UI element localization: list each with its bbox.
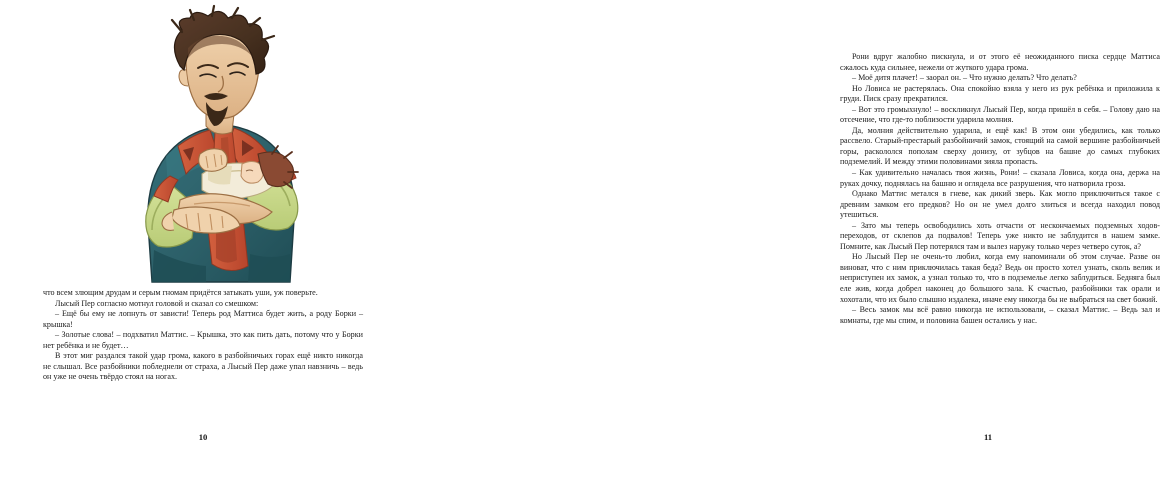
- paragraph: – Как удивительно началась твоя жизнь, Рони! – сказала Ловиса, когда она, держа на руках дочку, поднялась на башню и оглядела все разрушения, что натворила гроза.: [840, 168, 1160, 188]
- page-number-left: 10: [198, 432, 208, 442]
- paragraph: В этот миг раздался такой удар грома, какого в разбойничьих горах ещё никто никогда не слышал. Все разбойники побледнели от страха, а Лысый Пер даже упал навзничь – ведь он уже не очень твёрдо стоял на ногах.: [43, 351, 363, 382]
- paragraph: – Золотые слова! – подхватил Маттис. – Крышка, это как пить дать, потому что у Борки нет ребёнка и не будет…: [43, 330, 363, 350]
- paragraph: Да, молния действительно ударила, и ещё как! В этом они убедились, как только рассвело. Старый-престарый разбойничий замок, стоящий на самой вершине разбойничьей горы, раскололся пополам сверху донизу, от зубцов на башне до самых глубоких подземелий. И между этими половинами зияла пропасть.: [840, 125, 1160, 167]
- paragraph: – Ещё бы ему не лопнуть от зависти! Теперь род Маттиса будет жить, а роду Борки – крышка!: [43, 309, 363, 329]
- paragraph: – Моё дитя плачет! – заорал он. – Что нужно делать? Что делать?: [852, 73, 1077, 83]
- paragraph: что всем злющим друдам и серым гномам придётся затыкать уши, уж поверьте.: [43, 288, 318, 297]
- hand-upper: [199, 149, 228, 172]
- page-number-right: 11: [983, 432, 993, 442]
- tunic-hem-right: [248, 254, 290, 282]
- paragraph: – Весь замок мы всё равно никогда не использовали, – сказал Маттис. – Ведь зал и комнаты, где мы спим, и половина башен остались у нас.: [840, 305, 1160, 325]
- paragraph: Рони вдруг жалобно пискнула, и от этого её неожиданного писка сердце Маттиса сжалось куда сильнее, нежели от жуткого удара грома.: [840, 52, 1160, 72]
- right-page: [400, 0, 1160, 490]
- paragraph: Однако Маттис метался в гневе, как дикий зверь. Как могло приключиться такое с древним замком его предков? Но он не умел долго злиться и всегда находил повод утешиться.: [840, 189, 1160, 220]
- paragraph: Но Лысый Пер не очень-то любил, когда ему напоминали об этом случае. Разве он виноват, что с ним приключилась такая беда? Ведь он просто хотел узнать, сколь велик и неприступен их замок, а узнал только то, что в подземелье легко заблудиться. Бедняга был еле жив, когда добрел наконец до большого зала. К счастью, разбойники так орали и хохотали, что их было слышно издалека, иначе ему никогда бы не выбраться на свет божий.: [840, 252, 1160, 304]
- left-page-text: [43, 288, 363, 383]
- paragraph: – Вот это громыхнуло! – воскликнул Лысый Пер, когда пришёл в себя. – Голову даю на отсечение, что где-то поблизости ударила молния.: [840, 104, 1160, 125]
- paragraph: Но Ловиса не растерялась. Она спокойно взяла у него из рук ребёнка и приложила к груди. Писк сразу прекратился.: [840, 83, 1160, 104]
- paragraph: – Зато мы теперь освободились хоть отчасти от нескончаемых подземных ходов-переходов, от склепов да подвалов! Теперь уже никто не заблудится в нашем замке. Помните, как Лысый Пер потерялся там и вылез наружу только через четверо суток, а?: [840, 220, 1160, 251]
- illustration-svg: [82, 14, 332, 282]
- left-page: [0, 0, 400, 490]
- right-page-text: [840, 52, 1160, 326]
- illustration-father-holding-baby: [82, 14, 332, 282]
- paragraph: Лысый Пер согласно мотнул головой и сказал со смешком:: [55, 298, 259, 308]
